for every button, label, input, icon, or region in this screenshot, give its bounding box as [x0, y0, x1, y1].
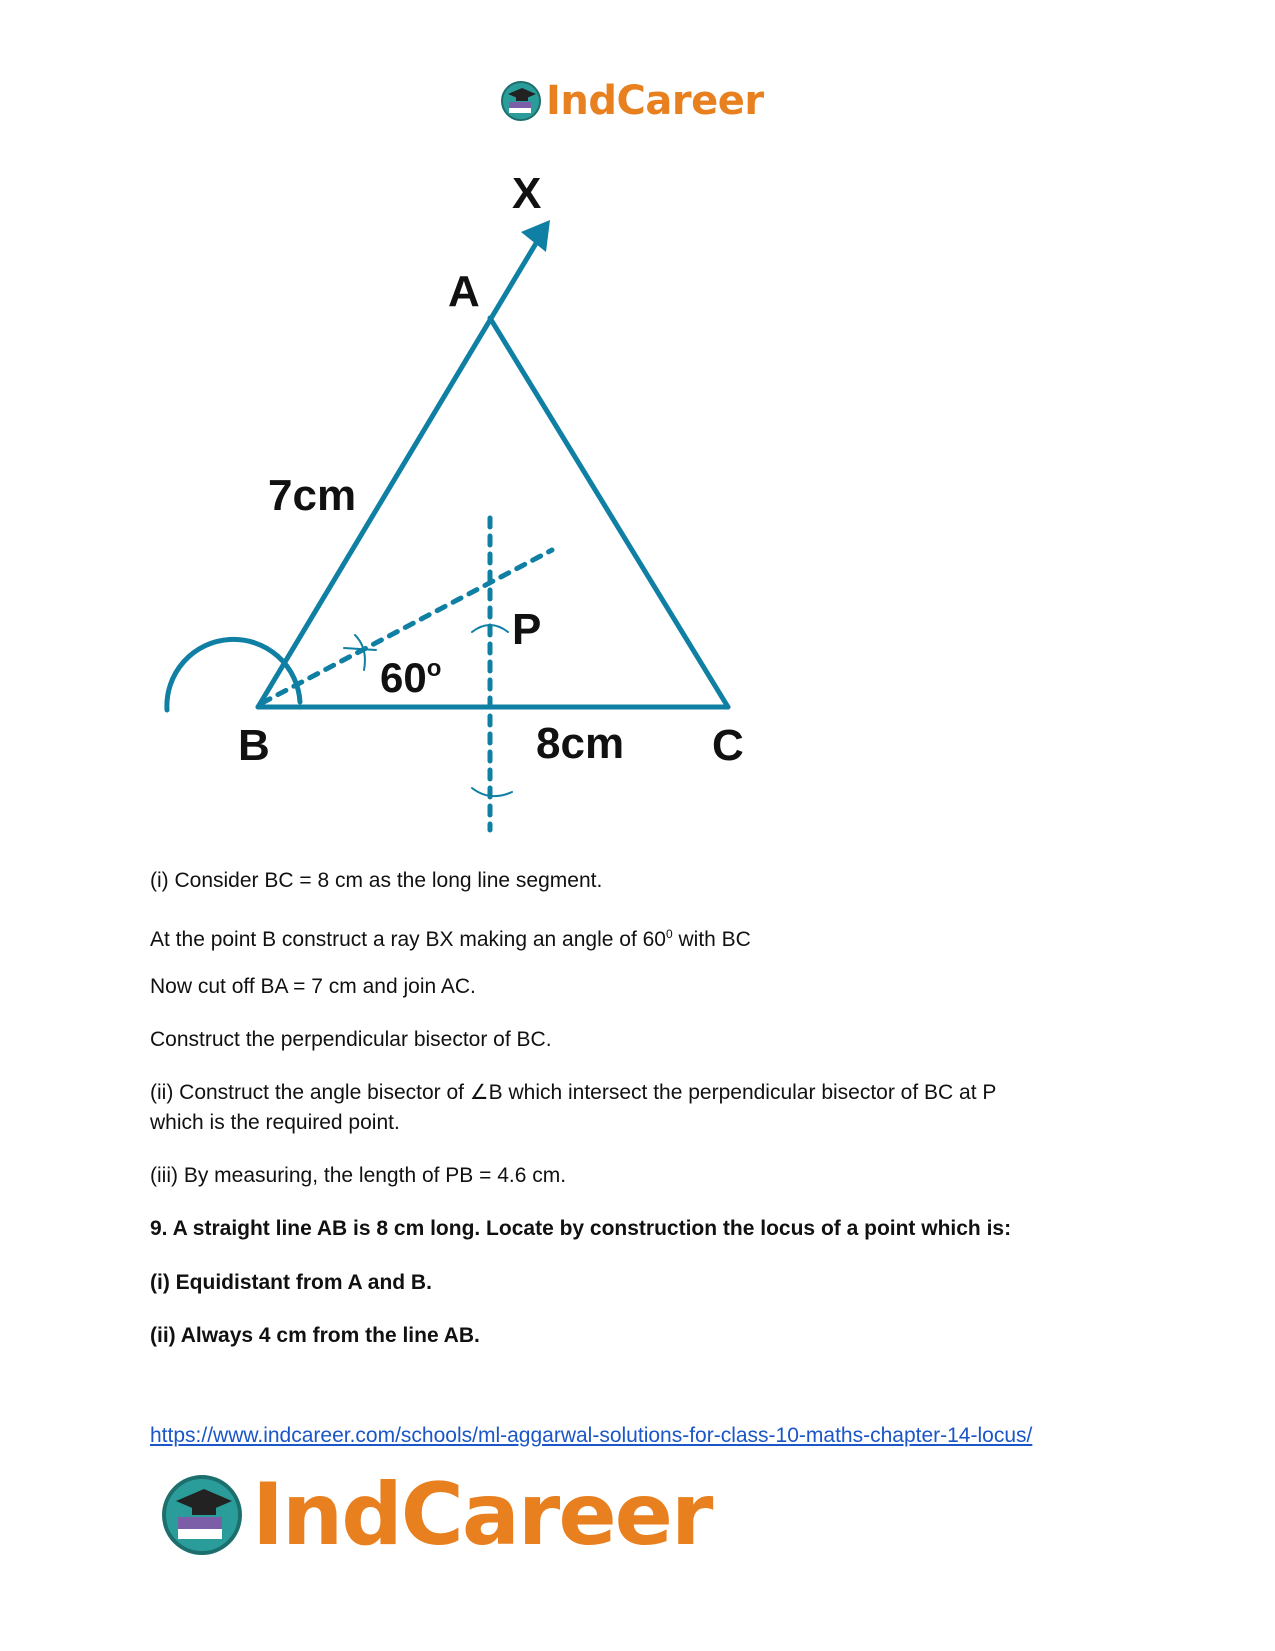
solution-step-2-suffix: with BC [672, 928, 751, 951]
question-part-2: (ii) Always 4 cm from the line AB. [150, 1324, 480, 1347]
solution-step-2 [150, 919, 1150, 955]
label-angle [380, 654, 441, 701]
label-p: P [512, 605, 542, 654]
logo-text: IndCareer [546, 78, 764, 124]
label-angle-degree: o [426, 655, 442, 682]
solution-step-5-line-1: (ii) Construct the angle bisector of ∠B which intersect the perpendicular bisector of BC at P [150, 1081, 997, 1104]
solution-step-5-line-2: which is the required point. [150, 1111, 400, 1134]
label-ba-length: 7cm [268, 471, 357, 520]
footer-logo [160, 1465, 711, 1565]
solution-step-4: Construct the perpendicular bisector of BC. [150, 1028, 552, 1051]
solution-step-3: Now cut off BA = 7 cm and join AC. [150, 975, 476, 998]
solution-step-1: (i) Consider BC = 8 cm as the long line segment. [150, 869, 603, 892]
question-title: 9. A straight line AB is 8 cm long. Locate by construction the locus of a point which is: [150, 1217, 1012, 1240]
label-bc-length: 8cm [536, 719, 625, 768]
graduation-globe-icon [160, 1473, 244, 1557]
solution-step-2-prefix: At the point B construct a ray BX making an angle of 60 [150, 928, 666, 951]
label-angle-value: 60 [380, 654, 427, 701]
header-logo [500, 78, 764, 124]
label-b: B [238, 721, 270, 770]
solution-step-2-sup: 0 [665, 927, 673, 941]
label-a: A [448, 267, 480, 316]
solution-step-6: (iii) By measuring, the length of PB = 4.6 cm. [150, 1164, 567, 1187]
question-part-1: (i) Equidistant from A and B. [150, 1271, 432, 1294]
label-x: X [512, 170, 542, 218]
logo-text: IndCareer [252, 1465, 712, 1565]
construction-figure [155, 170, 805, 850]
source-link[interactable]: https://www.indcareer.com/schools/ml-aggarwal-solutions-for-class-10-maths-chapter-14-locus/ [150, 1424, 1033, 1447]
graduation-globe-icon [500, 80, 542, 122]
label-c: C [712, 721, 744, 770]
